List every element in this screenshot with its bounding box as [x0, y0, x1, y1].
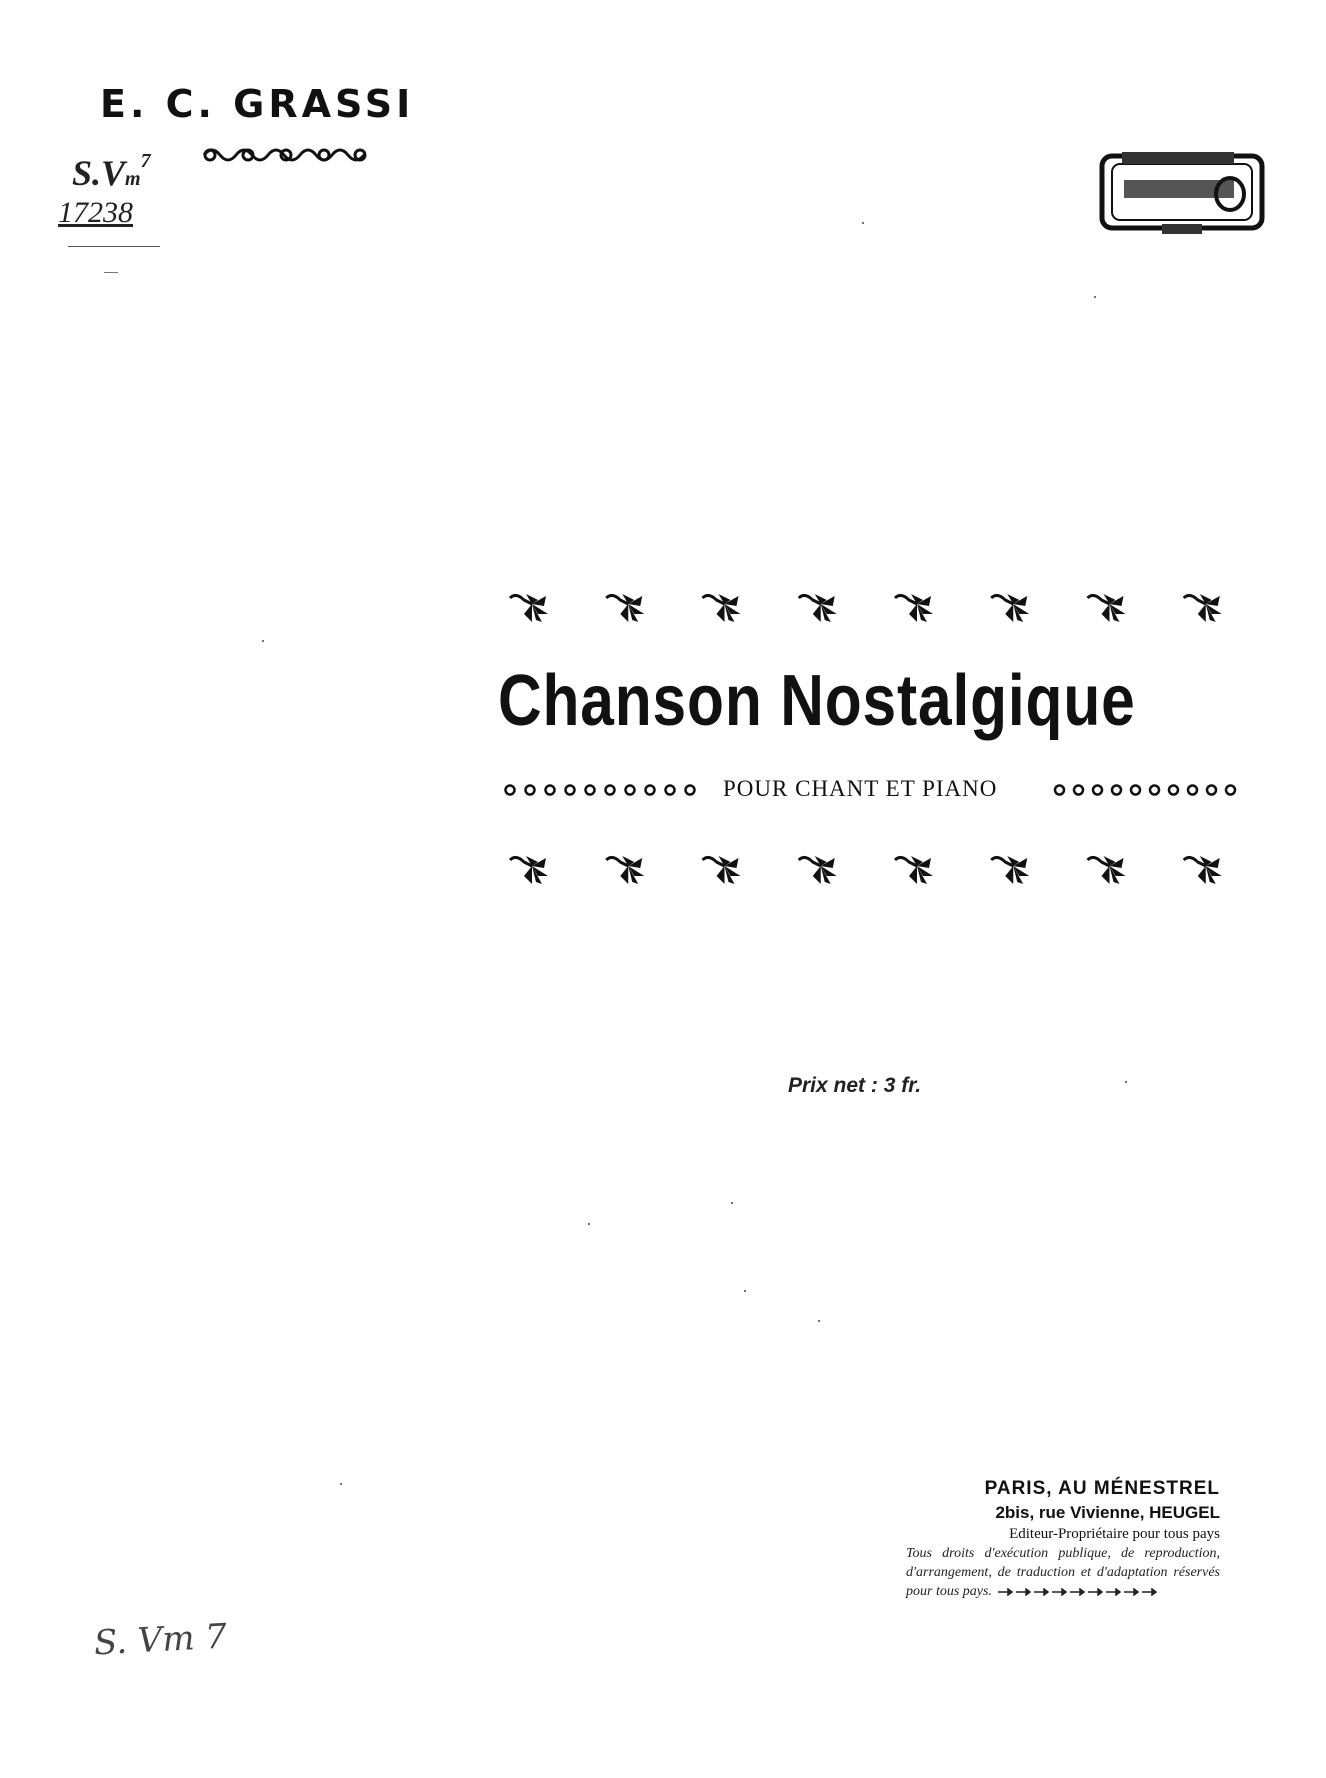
divider: [68, 246, 160, 247]
leaf-ornament-row: [500, 586, 1270, 626]
leaf-ornament-icon: [510, 856, 548, 884]
shelf-number: 17238: [58, 196, 133, 229]
shelf-mark-superscript: 7: [140, 150, 151, 172]
scan-speck: [731, 1202, 733, 1204]
dot-ornament-icon: [1150, 786, 1159, 795]
dot-ornament-icon: [1112, 786, 1121, 795]
scan-speck: [1094, 296, 1096, 298]
dot-ornament-icon: [1093, 786, 1102, 795]
dot-ornament-icon: [546, 786, 555, 795]
publisher-rights: [900, 1544, 1220, 1601]
dot-ornament-icon: [566, 786, 575, 795]
dot-ornament-icon: [626, 786, 635, 795]
dot-ornament-icon: [1131, 786, 1140, 795]
dot-ornament-icon: [1226, 786, 1235, 795]
legal-deposit-stamp-icon: [1098, 150, 1268, 236]
composer-name: E. C. GRASSI: [100, 82, 415, 126]
publisher-block: [900, 1478, 1220, 1601]
dot-ornament-icon: [1169, 786, 1178, 795]
handwritten-shelf-mark: S. Vm 7: [93, 1616, 228, 1664]
rights-text: Tous droits d'exécution publique, de reproduction, d'arrangement, de traduction et d'adaptation réservés pour tous pays.: [906, 1546, 1220, 1599]
scan-speck: [588, 1223, 590, 1225]
dot-ornament-icon: [586, 786, 595, 795]
shelf-mark-letter: V: [101, 153, 126, 193]
divider: [104, 272, 118, 273]
leaf-ornament-icon: [703, 594, 741, 622]
shelf-mark: [72, 150, 151, 194]
dot-ornament-icon: [526, 786, 535, 795]
leaf-ornament-icon: [991, 856, 1029, 884]
scan-speck: [862, 222, 864, 224]
dot-ornament-icon: [1207, 786, 1216, 795]
dot-ornament-icon: [646, 786, 655, 795]
dot-ornament-icon: [1074, 786, 1083, 795]
dot-ornament-icon: [506, 786, 515, 795]
leaf-ornament-icon: [1184, 856, 1222, 884]
price: Prix net : 3 fr.: [788, 1074, 922, 1097]
leaf-ornament-icon: [895, 594, 933, 622]
page-title: Chanson Nostalgique: [498, 661, 1136, 741]
scan-speck: [744, 1290, 746, 1292]
shelf-mark-prefix: S.: [72, 153, 102, 193]
dot-ornament-icon: [606, 786, 615, 795]
dot-ornament-row-left: [500, 782, 700, 798]
leaf-ornament-icon: [1088, 856, 1126, 884]
leaf-ornament-icon: [895, 856, 933, 884]
leaf-ornament-icon: [799, 856, 837, 884]
subtitle: POUR CHANT ET PIANO: [723, 776, 998, 801]
leaf-ornament-icon: [703, 856, 741, 884]
publisher-city: PARIS, AU MÉNESTREL: [984, 1478, 1220, 1499]
leaf-ornament-icon: [606, 856, 644, 884]
shelf-mark-subscript: m: [125, 168, 141, 190]
leaf-ornament-icon: [991, 594, 1029, 622]
leaf-ornament-row: [500, 848, 1270, 888]
leaf-ornament-icon: [1184, 594, 1222, 622]
dot-ornament-icon: [1055, 786, 1064, 795]
dot-ornament-row-right: [1050, 782, 1240, 798]
scan-speck: [340, 1483, 342, 1485]
dot-ornament-icon: [666, 786, 675, 795]
scan-speck: [262, 640, 264, 642]
dot-ornament-icon: [686, 786, 695, 795]
leaf-ornament-icon: [510, 594, 548, 622]
leaf-ornament-icon: [1088, 594, 1126, 622]
scan-speck: [818, 1320, 820, 1322]
dot-ornament-icon: [1188, 786, 1197, 795]
leaf-ornament-icon: [799, 594, 837, 622]
publisher-role: Editeur-Propriétaire pour tous pays: [1009, 1526, 1220, 1542]
scan-speck: [1125, 1081, 1127, 1083]
leaf-ornament-icon: [606, 594, 644, 622]
publisher-address: 2bis, rue Vivienne, HEUGEL: [995, 1503, 1220, 1522]
arrow-ornament-icon: [992, 1588, 1157, 1596]
scroll-ornament-icon: [200, 143, 370, 167]
